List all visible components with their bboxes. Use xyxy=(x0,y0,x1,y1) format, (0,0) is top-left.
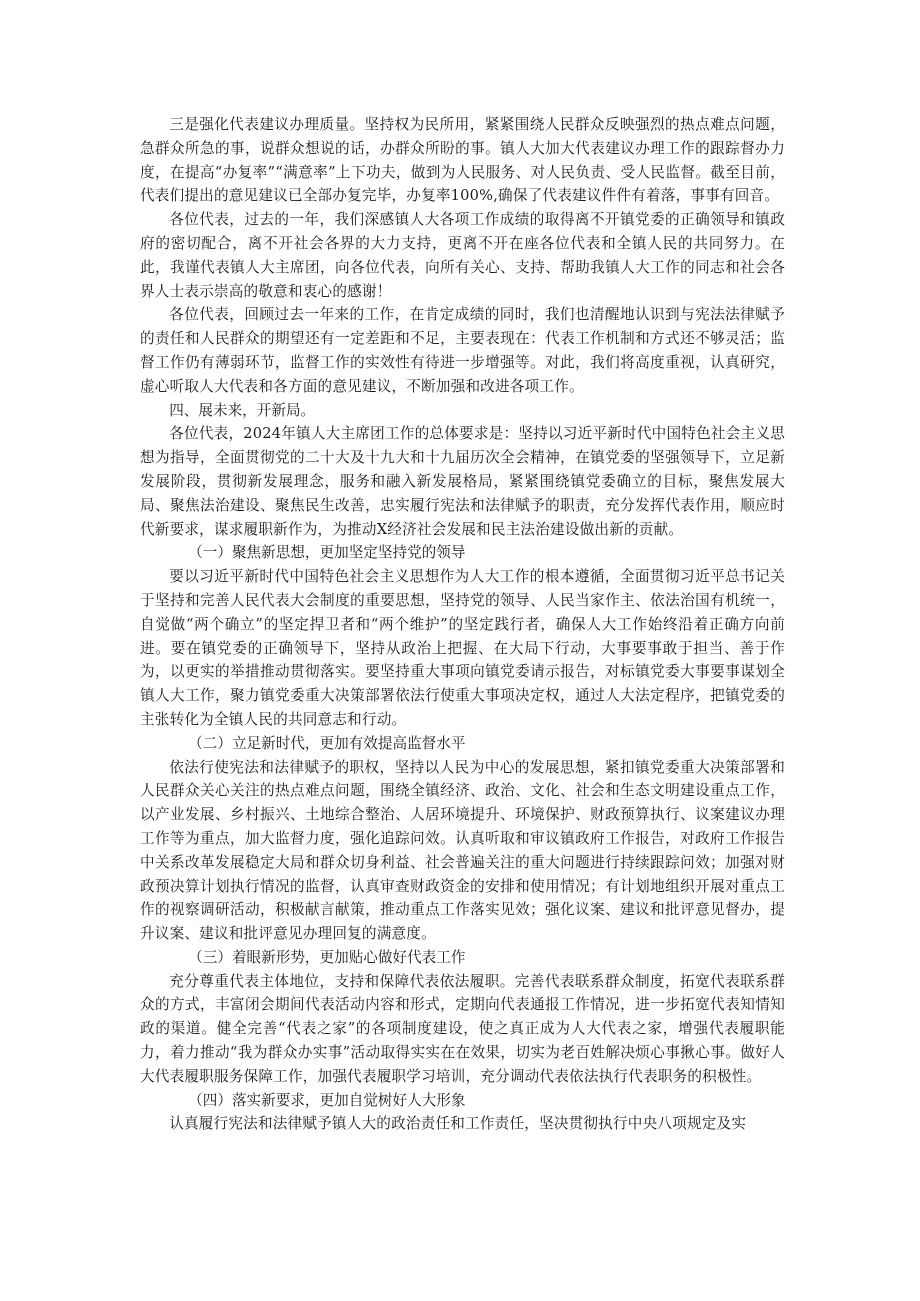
paragraph-shortcomings: 各位代表，回顾过去一年来的工作，在肯定成绩的同时，我们也清醒地认识到与宪法法律赋予的责任和人民群众的期望还有一定差距和不足，主要表现在：代表工作机制和方式还不够灵活；监督工作仍有薄弱环节，监督工作的实效性有待进一步增强等。对此，我们将高度重视，认真研究，虚心听取人大代表和各方面的意见建议，不断加强和改进各项工作。 xyxy=(140,306,785,395)
paragraph-2024-requirements: 各位代表，2024年镇人大主席团工作的总体要求是：坚持以习近平新时代中国特色社会主义思想为指导，全面贯彻党的二十大及十九大和十九届历次全会精神，在镇党委的坚强领导下，立足新发展阶段，贯彻新发展理念，服务和融入新发展格局，紧紧围绕镇党委确立的目标，聚焦发展大局、聚焦法治建设、聚焦民生改善，忠实履行宪法和法律赋予的职责，充分发挥代表作用，顺应时代新要求，谋求履职新作为，为推动X经济社会发展和民主法治建设做出新的贡献。 xyxy=(140,425,785,538)
paragraph-representative-work: 充分尊重代表主体地位，支持和保障代表依法履职。完善代表联系群众制度，拓宽代表联系群众的方式，丰富闭会期间代表活动内容和形式，定期向代表通报工作情况，进一步拓宽代表知情知政的渠道。健全完善“代表之家”的各项制度建设，使之真正成为人大代表之家，增强代表履职能力，着力推动“我为群众办实事”活动取得实实在在效果，切实为老百姓解决烦心事揪心事。做好人大代表履职服务保障工作，加强代表履职学习培训，充分调动代表依法执行代表职务的积极性。 xyxy=(140,972,785,1085)
paragraph-supervision: 依法行使宪法和法律赋予的职权，坚持以人民为中心的发展思想，紧扣镇党委重大决策部署和人民群众关心关注的热点难点问题，围绕全镇经济、政治、文化、社会和生态文明建设重点工作，以产业发展、乡村振兴、土地综合整治、人居环境提升、环境保护、财政预算执行、议案建议办理工作等为重点，加大监督力度，强化追踪问效。认真听取和审议镇政府工作报告，对政府工作报告中关系改革发展稳定大局和群众切身利益、社会普遍关注的重大问题进行持续跟踪问效；加强对财政预决算计划执行情况的监督，认真审查财政资金的安排和使用情况；有计划地组织开展对重点工作的视察调研活动，积极献言献策，推动重点工作落实见效；强化议案、建议和批评意见督办，提升议案、建议和批评意见办理回复的满意度。 xyxy=(140,758,785,943)
paragraph-thanks: 各位代表，过去的一年，我们深感镇人大各项工作成绩的取得离不开镇党委的正确领导和镇政府的密切配合，离不开社会各界的大力支持，更离不开在座各位代表和全镇人民的共同努力。在此，我谨代表镇人大主席团，向各位代表，向所有关心、支持、帮助我镇人大工作的同志和社会各界人士表示崇高的敬意和衷心的感谢！ xyxy=(140,211,785,300)
subheading-three: （三）着眼新形势，更加贴心做好代表工作 xyxy=(188,948,466,966)
subheading-one: （一）聚焦新思想，更加坚定坚持党的领导 xyxy=(188,544,466,562)
subheading-four: （四）落实新要求，更加自觉树好人大形象 xyxy=(188,1091,466,1109)
paragraph-representative-suggestions: 三是强化代表建议办理质量。坚持权为民所用，紧紧围绕人民群众反映强烈的热点难点问题，急群众所急的事，说群众想说的话，办群众所盼的事。镇人大加大代表建议办理工作的跟踪督办力度，在提高“办复率”“满意率”上下功夫，做到为人民服务、对人民负责、受人民监督。截至目前，代表们提出的意见建议已全部办复完毕，办复率100%,确保了代表建议件件有着落，事事有回音。 xyxy=(140,116,785,205)
document-body xyxy=(140,113,785,1136)
paragraph-image: 认真履行宪法和法律赋予镇人大的政治责任和工作责任，坚决贯彻执行中央八项规定及实 xyxy=(169,1115,747,1133)
subheading-two: （二）立足新时代，更加有效提高监督水平 xyxy=(188,734,466,752)
section-heading-four: 四、展未来，开新局。 xyxy=(169,401,316,419)
paragraph-party-leadership: 要以习近平新时代中国特色社会主义思想作为人大工作的根本遵循，全面贯彻习近平总书记关于坚持和完善人民代表大会制度的重要思想，坚持党的领导、人民当家作主、依法治国有机统一，自觉做“两个确立”的坚定捍卫者和“两个维护”的坚定践行者，确保人大工作始终沿着正确方向前进。要在镇党委的正确领导下，坚持从政治上把握、在大局下行动，大事要事敢于担当、善于作为，以更实的举措推动贯彻落实。要坚持重大事项向镇党委请示报告，对标镇党委大事要事谋划全镇人大工作，聚力镇党委重大决策部署依法行使重大事项决定权，通过人大法定程序，把镇党委的主张转化为全镇人民的共同意志和行动。 xyxy=(140,568,785,728)
